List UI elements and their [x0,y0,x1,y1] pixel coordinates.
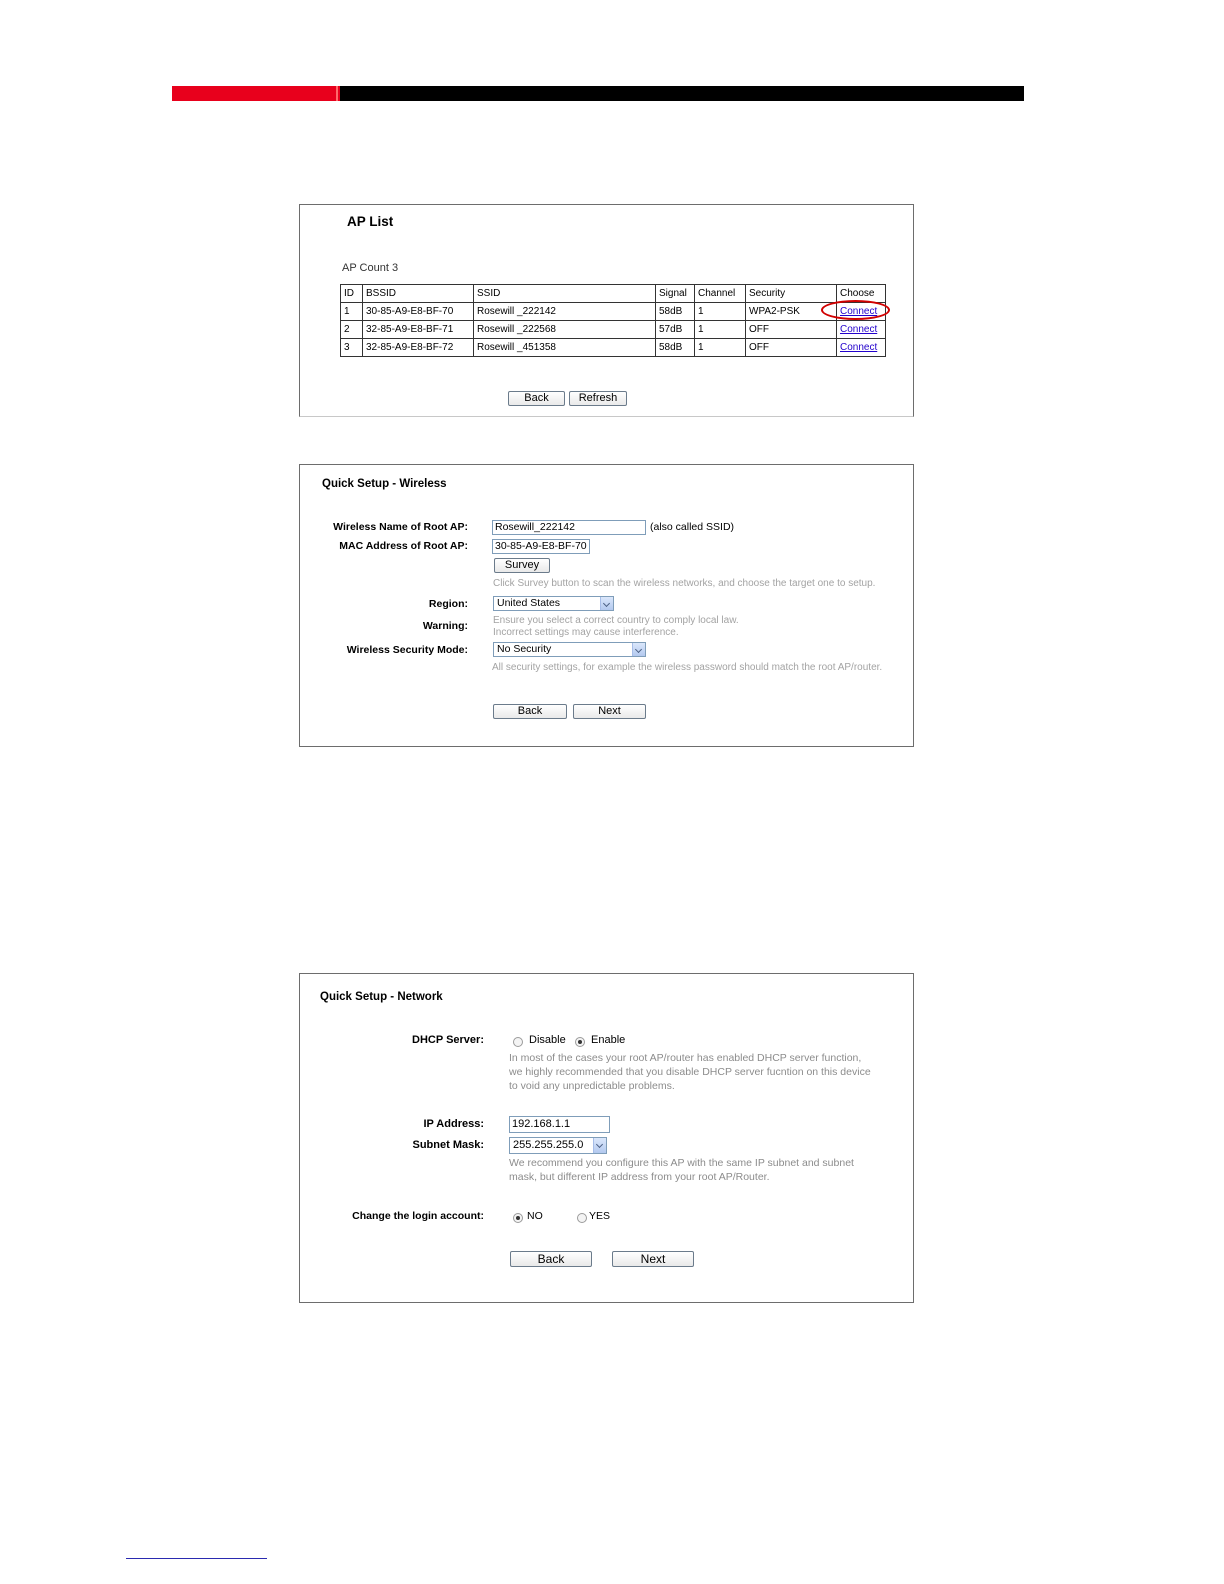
quick-setup-network-panel [299,973,914,1303]
subnet-mask-value: 255.255.255.0 [513,1139,584,1151]
network-next-button[interactable]: Next [612,1251,694,1267]
table-row [341,339,886,357]
ip-address-label: IP Address: [423,1118,484,1130]
region-value: United States [497,597,561,609]
ap-count: AP Count 3 [342,262,399,274]
dhcp-enable-radio[interactable] [575,1037,585,1047]
quick-setup-wireless-panel [299,464,914,747]
cell-signal: 58dB [656,303,695,321]
security-mode-label: Wireless Security Mode: [346,644,468,656]
mac-input[interactable]: 30-85-A9-E8-BF-70 [492,539,590,554]
mask-hint-1: We recommend you configure this AP with the same IP subnet and subnet [509,1157,854,1169]
col-id: ID [341,285,363,303]
cell-id: 1 [341,303,363,321]
cell-choose [837,339,886,357]
table-row [341,321,886,339]
warning-label: Warning: [422,620,468,632]
cell-channel: 1 [695,321,746,339]
region-select[interactable] [493,596,614,611]
dhcp-disable-radio[interactable] [513,1037,523,1047]
cell-bssid: 32-85-A9-E8-BF-72 [363,339,474,357]
network-back-button[interactable]: Back [510,1251,592,1267]
chevron-down-icon [632,643,645,656]
wireless-title: Quick Setup - Wireless [322,478,447,490]
wireless-back-button[interactable]: Back [493,704,567,719]
ap-table [340,284,886,357]
ssid-note: (also called SSID) [650,521,735,533]
cell-id: 3 [341,339,363,357]
login-yes-radio[interactable] [577,1213,587,1223]
dhcp-enable-label: Enable [591,1034,626,1046]
col-channel: Channel [695,285,746,303]
col-ssid: SSID [474,285,656,303]
connect-link[interactable]: Connect [840,306,878,317]
security-hint: All security settings, for example the wireless password should match the root AP/router. [492,662,883,673]
dhcp-hint-1: In most of the cases your root AP/router has enabled DHCP server function, [509,1052,862,1064]
security-mode-select[interactable] [493,642,646,657]
ap-refresh-button[interactable]: Refresh [569,391,627,406]
connect-link[interactable]: Connect [840,324,878,335]
col-choose: Choose [837,285,886,303]
cell-bssid: 30-85-A9-E8-BF-70 [363,303,474,321]
dhcp-hint-3: to void any unpredictable problems. [509,1080,675,1092]
table-row [341,303,886,321]
col-signal: Signal [656,285,695,303]
connect-highlight-oval [821,300,890,320]
ip-address-input[interactable]: 192.168.1.1 [509,1116,610,1133]
login-account-label: Change the login account: [352,1210,484,1222]
login-yes-label: YES [589,1210,611,1222]
chevron-down-icon [600,597,613,610]
cell-security: OFF [746,321,837,339]
header-bar [172,86,1024,101]
col-security: Security [746,285,837,303]
mask-hint-2: mask, but different IP address from your root AP/Router. [509,1171,770,1183]
cell-channel: 1 [695,303,746,321]
ap-list-title: AP List [347,214,394,229]
network-title: Quick Setup - Network [320,991,443,1003]
dhcp-disable-label: Disable [529,1034,566,1046]
header-bar-red-segment [172,86,340,101]
chevron-down-icon [593,1138,606,1153]
cell-choose [837,321,886,339]
cell-security: OFF [746,339,837,357]
header-bar-divider [336,86,338,101]
ap-back-button[interactable]: Back [508,391,565,406]
cell-id: 2 [341,321,363,339]
survey-hint: Click Survey button to scan the wireless networks, and choose the target one to setup. [493,578,876,589]
dhcp-label: DHCP Server: [412,1034,484,1046]
wireless-name-label: Wireless Name of Root AP: [333,521,468,533]
ap-table-header [341,285,886,303]
wireless-name-input[interactable]: Rosewill_222142 [492,520,646,535]
mac-label: MAC Address of Root AP: [339,540,468,552]
cell-security: WPA2-PSK [746,303,837,321]
cell-ssid: Rosewill _451358 [474,339,656,357]
warning-line-2: Incorrect settings may cause interference. [493,627,679,638]
login-no-radio[interactable] [513,1213,523,1223]
ap-list-panel [299,204,914,417]
cell-channel: 1 [695,339,746,357]
cell-signal: 57dB [656,321,695,339]
footer-link-underline [126,1558,267,1559]
cell-signal: 58dB [656,339,695,357]
dhcp-hint-2: we highly recommended that you disable DHCP server fucntion on this device [509,1066,871,1078]
cell-bssid: 32-85-A9-E8-BF-71 [363,321,474,339]
region-label: Region: [428,598,468,610]
cell-ssid: Rosewill _222142 [474,303,656,321]
survey-button[interactable]: Survey [494,558,550,573]
wireless-next-button[interactable]: Next [573,704,646,719]
warning-line-1: Ensure you select a correct country to comply local law. [493,615,739,626]
col-bssid: BSSID [363,285,474,303]
subnet-mask-select[interactable] [509,1137,607,1154]
subnet-mask-label: Subnet Mask: [412,1139,484,1151]
login-no-label: NO [527,1210,543,1222]
cell-ssid: Rosewill _222568 [474,321,656,339]
security-mode-value: No Security [497,643,552,655]
connect-link[interactable]: Connect [840,342,878,353]
